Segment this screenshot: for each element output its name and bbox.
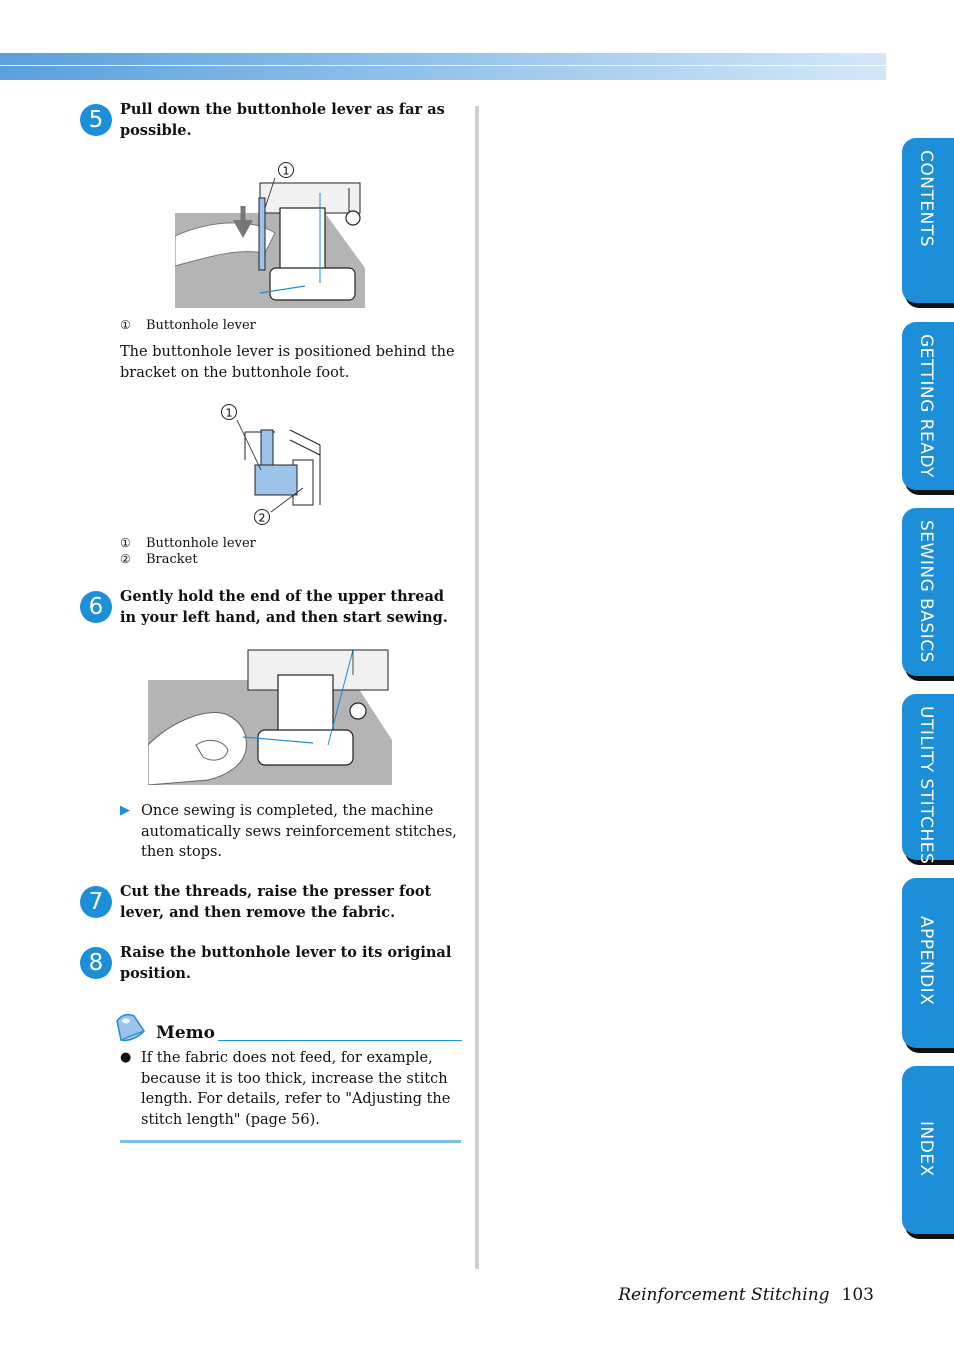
- figure1-caption: [120, 317, 256, 334]
- tab-sewing-basics[interactable]: [902, 508, 954, 676]
- memo-bullet: [120, 1048, 460, 1130]
- caption-number: ①: [120, 536, 131, 550]
- tab-utility-stitches[interactable]: [902, 694, 954, 865]
- step-8-text: Raise the buttonhole lever to its original position.: [120, 944, 452, 982]
- step-6-number: 6: [80, 591, 112, 623]
- tab-appendix[interactable]: [902, 878, 954, 1048]
- notepad-icon: [114, 1012, 148, 1044]
- tab-index-label: INDEX: [916, 1121, 936, 1177]
- caption-number: ②: [120, 552, 131, 566]
- step-5-number: 5: [80, 104, 112, 136]
- figure-buttonhole-lever-pull: [175, 158, 370, 310]
- filled-circle-icon: ●: [120, 1050, 132, 1065]
- callout-1-label: 1: [225, 406, 233, 420]
- figure-hold-thread: [148, 645, 392, 785]
- figure2-caption-2: [120, 551, 198, 568]
- footer-section-title: Reinforcement Stitching: [618, 1285, 830, 1305]
- tab-contents[interactable]: [902, 138, 954, 303]
- header-band: [0, 53, 886, 80]
- step-5-text: Pull down the buttonhole lever as far as possible.: [120, 101, 445, 139]
- step-8-number: 8: [80, 947, 112, 979]
- memo-bottom-rule: [120, 1140, 461, 1143]
- figure2-caption-1: [120, 535, 256, 552]
- callout-1-label: 1: [282, 164, 290, 178]
- tab-index[interactable]: [902, 1066, 954, 1234]
- figure-lever-bracket: [215, 400, 325, 528]
- tab-getting-ready[interactable]: [902, 322, 954, 490]
- page-number: 103: [841, 1285, 874, 1305]
- step-7-text: Cut the threads, raise the presser foot lever, and then remove the fabric.: [120, 883, 432, 921]
- memo-title: Memo: [156, 1023, 215, 1043]
- column-divider: [475, 106, 479, 1269]
- tab-sewing-basics-label: SEWING BASICS: [916, 520, 936, 663]
- step-7-number: 7: [80, 886, 112, 918]
- tab-appendix-label: APPENDIX: [916, 916, 936, 1006]
- callout-2-label: 2: [258, 511, 266, 525]
- caption-label: Buttonhole lever: [146, 536, 256, 551]
- memo-rule: [218, 1040, 462, 1041]
- memo-header: [114, 1012, 462, 1044]
- tab-utility-stitches-label: UTILITY STITCHES: [916, 706, 936, 865]
- caption-number: ①: [120, 318, 131, 332]
- header-rule: [0, 65, 886, 66]
- tab-getting-ready-label: GETTING READY: [916, 334, 936, 478]
- caption-label: Buttonhole lever: [146, 318, 256, 333]
- lever-note: The buttonhole lever is positioned behind the bracket on the buttonhole foot.: [120, 344, 455, 381]
- result-note-text: Once sewing is completed, the machine automatically sews reinforcement stitches, then stops.: [141, 803, 457, 860]
- triangle-right-icon: ▶: [120, 803, 130, 818]
- caption-label: Bracket: [146, 552, 198, 567]
- step-6-text: Gently hold the end of the upper thread in your left hand, and then start sewing.: [120, 588, 448, 626]
- page-footer: [618, 1285, 874, 1305]
- result-note: [120, 801, 460, 863]
- memo-bullet-text: If the fabric does not feed, for example, because it is too thick, increase the stitch length. For details, refer to "Adjusting the stitch length" (page 56).: [141, 1050, 451, 1128]
- tab-contents-label: CONTENTS: [916, 150, 936, 247]
